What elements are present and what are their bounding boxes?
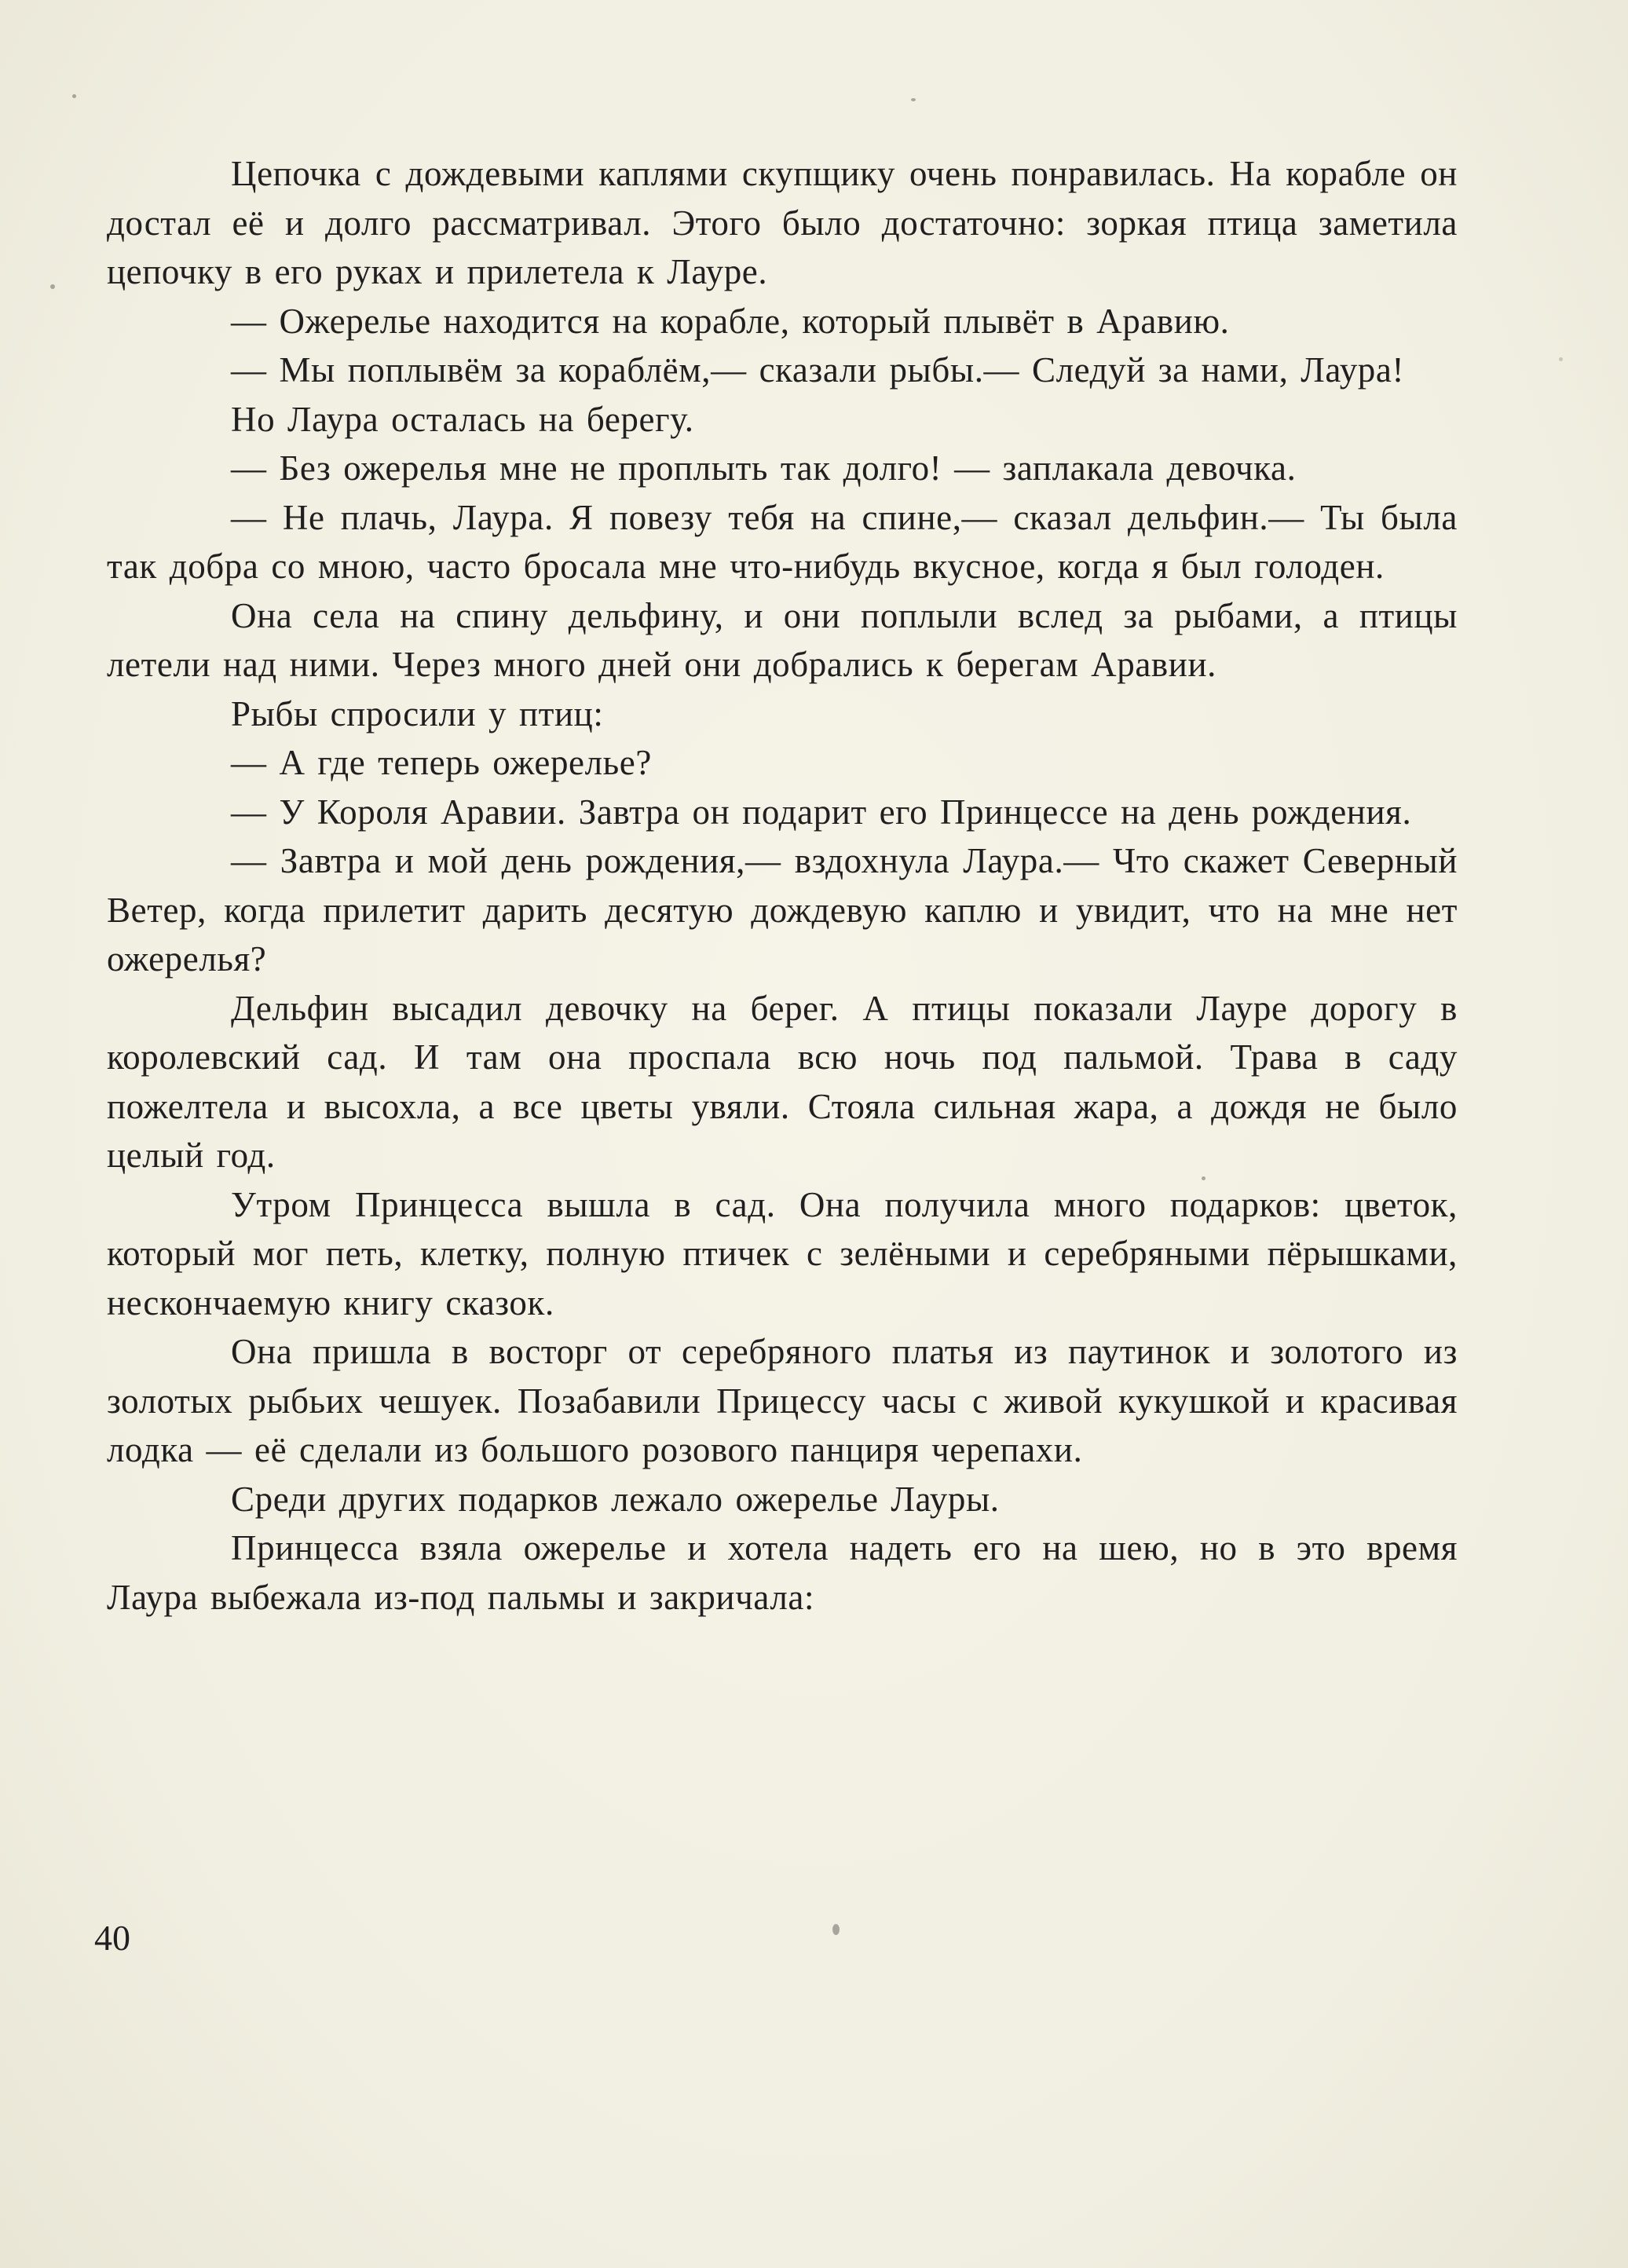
paragraph: — Мы поплывём за кораблём,— сказали рыбы.— Следуй за нами, Лаура!	[231, 350, 1405, 390]
paragraph: Она села на спину дельфину, и они поплыли вслед за рыбами, а птицы летели над ними. Через много дней они добрались к берегам Аравии.	[107, 595, 1458, 684]
paper-speck	[50, 284, 55, 289]
page-number: 40	[94, 1918, 130, 1958]
paragraph: Рыбы спросили у птиц:	[231, 693, 604, 733]
paper-speck	[832, 1924, 840, 1935]
paragraph: — У Короля Аравии. Завтра он подарит его Принцессе на день рождения.	[231, 792, 1412, 832]
paragraph: Утром Принцесса вышла в сад. Она получила много подарков: цветок, который мог петь, клетку, полную птичек с зелёными и серебряными пёрышками, нескончаемую книгу сказок.	[107, 1184, 1458, 1322]
paragraph: Принцесса взяла ожерелье и хотела надеть его на шею, но в это время Лаура выбежала из-под пальмы и закричала:	[107, 1528, 1458, 1617]
paper-speck	[1559, 357, 1563, 361]
paper-speck	[911, 98, 916, 101]
paragraph: — Ожерелье находится на корабле, который плывёт в Аравию.	[231, 301, 1230, 341]
paragraph: — А где теперь ожерелье?	[231, 743, 652, 782]
paragraph: Среди других подарков лежало ожерелье Лауры.	[231, 1479, 1000, 1519]
story-text	[107, 149, 1458, 1622]
paragraph: Она пришла в восторг от серебряного платья из паутинок и золотого из золотых рыбьих чешуек. Позабавили Прицессу часы с живой кукушкой и красивая лодка — её сделали из большого розового панциря черепахи.	[107, 1332, 1458, 1469]
paragraph: — Без ожерелья мне не проплыть так долго! — заплакала девочка.	[231, 448, 1297, 488]
paragraph: Но Лаура осталась на берегу.	[231, 399, 694, 439]
paper-speck	[72, 94, 76, 98]
paragraph: — Завтра и мой день рождения,— вздохнула Лаура.— Что скажет Северный Ветер, когда прилетит дарить десятую дождевую каплю и увидит, что на мне нет ожерелья?	[107, 841, 1458, 979]
paragraph: — Не плачь, Лаура. Я повезу тебя на спине,— сказал дельфин.— Ты была так добра со мною, часто бросала мне что-нибудь вкусное, когда я был голоден.	[107, 497, 1458, 586]
paragraph: Цепочка с дождевыми каплями скупщику очень понравилась. На корабле он достал её и долго рассматривал. Этого было достаточно: зоркая птица заметила цепочку в его руках и прилетела к Лауре.	[107, 154, 1458, 291]
paragraph: Дельфин высадил девочку на берег. А птицы показали Лауре дорогу в королевский сад. И там она проспала всю ночь под пальмой. Трава в саду пожелтела и высохла, а все цветы увяли. Стояла сильная жара, а дождя не было целый год.	[107, 988, 1458, 1175]
